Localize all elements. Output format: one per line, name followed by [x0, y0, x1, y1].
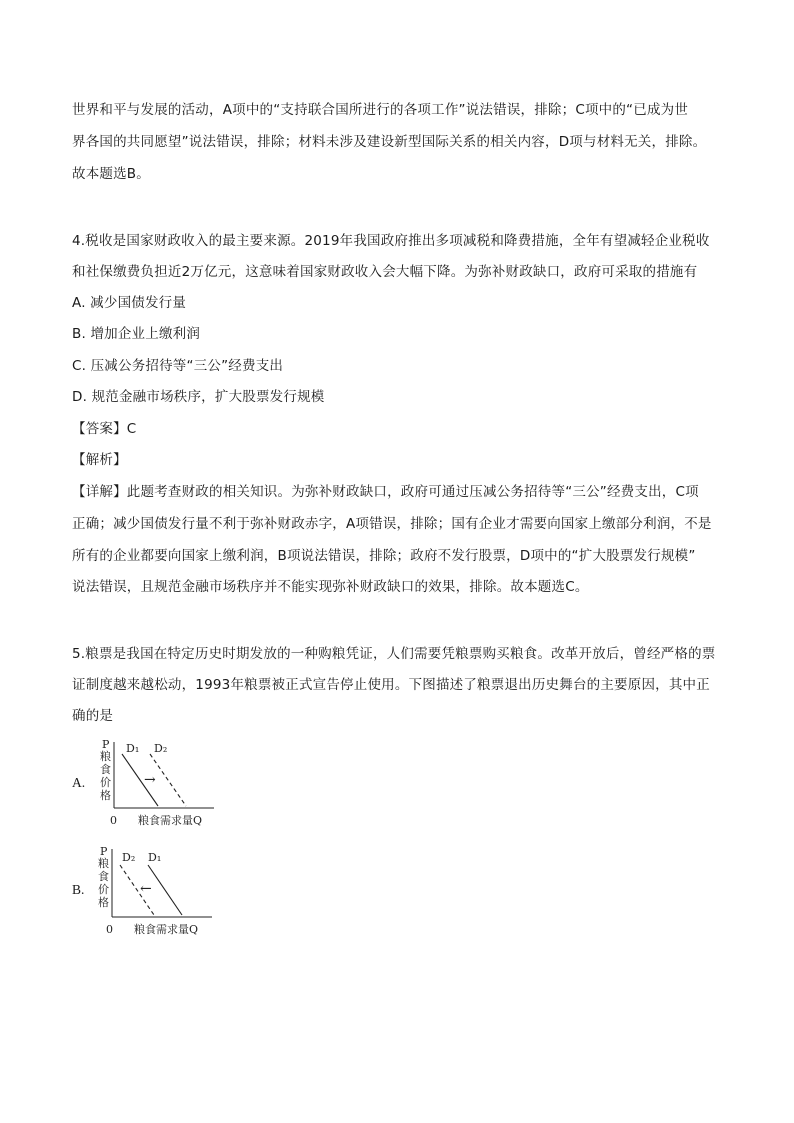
demand-curve-diagram-b	[84, 843, 224, 939]
demand-curve-diagram-a	[86, 736, 226, 832]
curve-left-label: D₂	[122, 851, 136, 864]
q4-detail-line-2: 正确；减少国债发行量不利于弥补财政赤字，A项错误，排除；国有企业才需要向国家上缴部分利润，不是	[72, 516, 712, 532]
y-axis-label-char-2: 食	[98, 870, 109, 883]
q4-option-c: C. 压减公务招待等“三公”经费支出	[72, 358, 284, 374]
prev-explanation-line-2: 界各国的共同愿望”说法错误，排除；材料未涉及建设新型国际关系的相关内容，D项与材料无关，排除。	[72, 134, 707, 150]
q4-analysis-tag: 【解析】	[72, 452, 127, 468]
q5-stem-line-2: 证制度越来越松动，1993年粮票被正式宣告停止使用。下图描述了粮票退出历史舞台的主要原因，其中正	[72, 677, 710, 693]
q4-option-a: A. 减少国债发行量	[72, 295, 187, 311]
q4-stem-line-2: 和社保缴费负担近2万亿元，这意味着国家财政收入会大幅下降。为弥补财政缺口，政府可采取的措施有	[72, 264, 698, 280]
y-axis-label-p: P	[100, 845, 108, 858]
y-axis-label-char-1: 粮	[100, 750, 111, 763]
shift-arrow-left-icon: ←	[140, 881, 152, 897]
q5-stem-line-3: 确的是	[72, 708, 114, 724]
curve-right-label: D₁	[148, 851, 162, 864]
q5-figure-b	[84, 843, 224, 939]
origin-label: 0	[110, 814, 117, 827]
curve-left-label: D₁	[126, 742, 140, 755]
x-axis-label: 粮食需求量Q	[138, 814, 203, 827]
y-axis-label-char-1: 粮	[98, 857, 109, 870]
prev-explanation-line-1: 世界和平与发展的活动，A项中的“支持联合国所进行的各项工作”说法错误，排除；C项中的“已成为世	[72, 102, 689, 118]
q4-option-d: D. 规范金融市场秩序，扩大股票发行规模	[72, 389, 325, 405]
y-axis-label-p: P	[102, 738, 110, 751]
q5-figure-a	[86, 736, 226, 832]
q4-answer: 【答案】C	[72, 421, 137, 437]
y-axis-label-char-3: 价	[100, 776, 111, 789]
y-axis-label-char-4: 格	[98, 896, 109, 909]
x-axis-label: 粮食需求量Q	[134, 923, 199, 936]
q5-figure-b-label: B.	[72, 882, 85, 897]
q4-stem-line-1: 4.税收是国家财政收入的最主要来源。2019年我国政府推出多项减税和降费措施，全年有望减轻企业税收	[72, 233, 710, 249]
curve-right-label: D₂	[154, 742, 168, 755]
q4-detail-line-4: 说法错误，且规范金融市场秩序并不能实现弥补财政缺口的效果，排除。故本题选C。	[72, 579, 589, 595]
q4-detail-line-1: 【详解】此题考查财政的相关知识。为弥补财政缺口，政府可通过压减公务招待等“三公”经费支出，C项	[72, 484, 699, 500]
curve-solid	[148, 865, 182, 915]
q5-stem-line-1: 5.粮票是我国在特定历史时期发放的一种购粮凭证，人们需要凭粮票购买粮食。改革开放后，曾经严格的票	[72, 646, 716, 662]
y-axis-label-char-2: 食	[100, 763, 111, 776]
origin-label: 0	[106, 923, 113, 936]
y-axis-label-char-3: 价	[98, 883, 109, 896]
q4-option-b: B. 增加企业上缴利润	[72, 326, 201, 342]
shift-arrow-right-icon: →	[144, 772, 156, 788]
prev-explanation-line-3: 故本题选B。	[72, 166, 150, 182]
q4-detail-line-3: 所有的企业都要向国家上缴利润，B项说法错误，排除；政府不发行股票，D项中的“扩大股票发行规模”	[72, 548, 696, 564]
y-axis-label-char-4: 格	[100, 789, 111, 802]
q5-figure-a-label: A.	[72, 775, 86, 790]
